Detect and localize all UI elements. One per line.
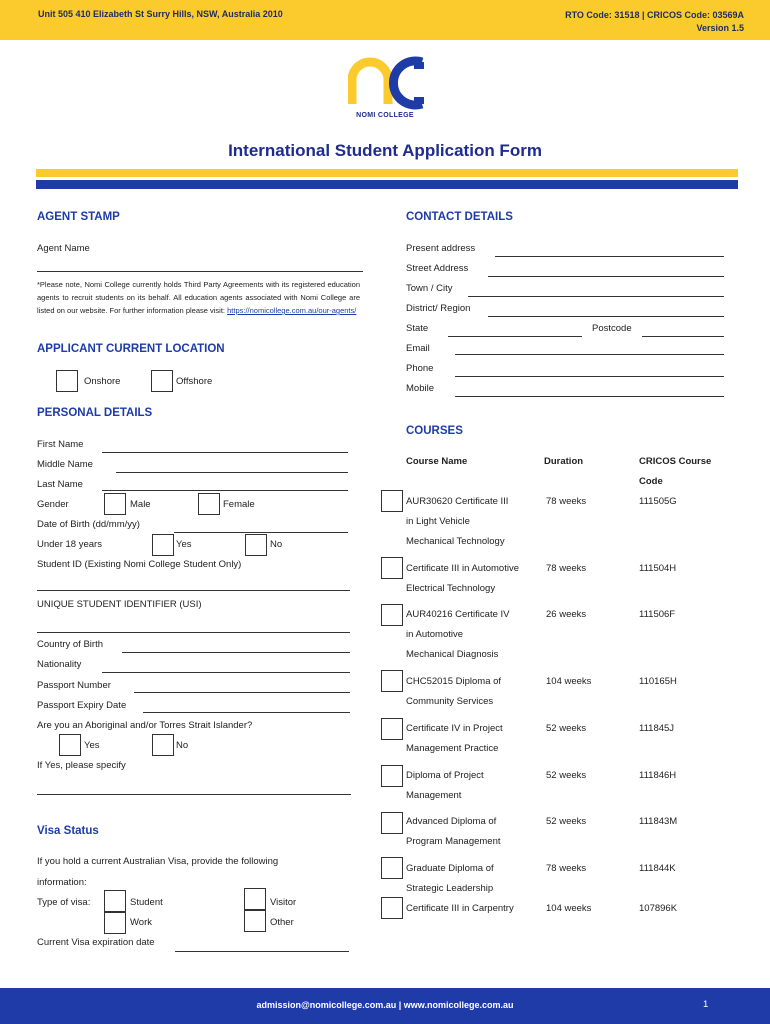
course-cricos-code: 107896K: [639, 903, 678, 914]
onshore-checkbox[interactable]: [56, 370, 78, 392]
student-id-label: Student ID (Existing Nomi College Student Only): [37, 559, 242, 570]
course-duration: 52 weeks: [546, 770, 587, 781]
last-name-label: Last Name: [37, 479, 83, 490]
visa-visitor-label: Visitor: [270, 897, 297, 908]
agent-note-text: *Please note, Nomi College currently holds Third Party Agreements with its registered education agents to recruit students on its behalf. All education agents associated with Nomi College are listed on our website. For further information please visit:: [37, 280, 360, 315]
course-name-line: Mechanical Diagnosis: [406, 649, 499, 660]
dob-field[interactable]: [174, 532, 348, 533]
course-checkbox[interactable]: [381, 812, 403, 834]
course-duration: 52 weeks: [546, 816, 587, 827]
course-cricos-code: 111506F: [639, 609, 676, 620]
under18-label: Under 18 years: [37, 539, 102, 550]
course-cricos-code: 111844K: [639, 863, 676, 874]
visa-expiry-field[interactable]: [175, 951, 349, 952]
visa-other-checkbox[interactable]: [244, 910, 266, 932]
course-name: [406, 672, 501, 712]
visa-student-checkbox[interactable]: [104, 890, 126, 912]
course-name-line: Program Management: [406, 836, 501, 847]
course-name: [406, 899, 514, 919]
form-title: International Student Application Form: [228, 141, 542, 160]
course-checkbox[interactable]: [381, 897, 403, 919]
middle-name-label: Middle Name: [37, 459, 93, 470]
passport-expiry-field[interactable]: [143, 712, 350, 713]
agent-note: [37, 278, 360, 317]
course-checkbox[interactable]: [381, 604, 403, 626]
location-heading: APPLICANT CURRENT LOCATION: [37, 343, 225, 355]
phone-label: Phone: [406, 363, 434, 374]
first-name-field[interactable]: [102, 452, 348, 453]
offshore-checkbox[interactable]: [151, 370, 173, 392]
last-name-field[interactable]: [102, 490, 348, 491]
course-duration: 26 weeks: [546, 609, 587, 620]
blue-divider: [36, 180, 738, 189]
cricos-code-header: [639, 452, 711, 492]
course-name-line: AUR40216 Certificate IV: [406, 609, 510, 620]
visa-status-heading: Visa Status: [37, 825, 99, 837]
dob-label: Date of Birth (dd/mm/yy): [37, 519, 140, 530]
country-of-birth-label: Country of Birth: [37, 639, 103, 650]
town-city-field[interactable]: [468, 296, 724, 297]
state-label: State: [406, 323, 429, 334]
course-name-line: Certificate IV in Project: [406, 723, 503, 734]
passport-number-label: Passport Number: [37, 680, 111, 691]
present-address-label: Present address: [406, 243, 476, 254]
course-checkbox[interactable]: [381, 670, 403, 692]
course-cricos-code: 111505G: [639, 496, 677, 507]
course-duration: 52 weeks: [546, 723, 587, 734]
agent-stamp-heading: AGENT STAMP: [37, 211, 120, 223]
first-name-label: First Name: [37, 439, 84, 450]
visa-intro-line2: information:: [37, 877, 87, 888]
present-address-field[interactable]: [495, 256, 724, 257]
contact-details-heading: CONTACT DETAILS: [406, 211, 513, 223]
course-cricos-code: 111846H: [639, 770, 677, 781]
course-name: [406, 812, 501, 852]
cricos-header-line1: CRICOS Course: [639, 456, 712, 467]
passport-expiry-label: Passport Expiry Date: [37, 700, 127, 711]
street-address-field[interactable]: [488, 276, 724, 277]
course-duration: 78 weeks: [546, 496, 587, 507]
nationality-field[interactable]: [102, 672, 350, 673]
course-name-line: Electrical Technology: [406, 583, 496, 594]
visa-work-label: Work: [130, 917, 152, 928]
college-address: Unit 505 410 Elizabeth St Surry Hills, NSW, Australia 2010: [38, 9, 283, 19]
middle-name-field[interactable]: [116, 472, 348, 473]
course-name-line: Mechanical Technology: [406, 536, 505, 547]
mobile-field[interactable]: [455, 396, 724, 397]
visa-type-label: Type of visa:: [37, 897, 91, 908]
visa-work-checkbox[interactable]: [104, 912, 126, 934]
if-yes-label: If Yes, please specify: [37, 760, 126, 771]
header-bar: [0, 0, 770, 40]
footer-contact: admission@nomicollege.com.au | www.nomicollege.com.au: [256, 1000, 514, 1010]
visa-visitor-checkbox[interactable]: [244, 888, 266, 910]
yellow-divider: [36, 169, 738, 177]
under18-yes-label: Yes: [176, 539, 192, 550]
if-yes-field[interactable]: [37, 794, 351, 795]
street-address-label: Street Address: [406, 263, 469, 274]
course-cricos-code: 111845J: [639, 723, 675, 734]
male-checkbox[interactable]: [104, 493, 126, 515]
course-name-line: Graduate Diploma of: [406, 863, 494, 874]
postcode-field[interactable]: [642, 336, 724, 337]
agent-name-label: Agent Name: [37, 243, 90, 254]
course-name-line: in Automotive: [406, 629, 464, 640]
course-name: [406, 559, 519, 599]
page-number: 1: [703, 999, 709, 1010]
usi-field[interactable]: [37, 632, 350, 633]
course-cricos-code: 110165H: [639, 676, 677, 687]
visa-expiry-label: Current Visa expiration date: [37, 937, 155, 948]
course-name-line: Diploma of Project: [406, 770, 484, 781]
country-of-birth-field[interactable]: [122, 652, 350, 653]
district-region-field[interactable]: [488, 316, 724, 317]
visa-intro-line1: If you hold a current Australian Visa, provide the following: [37, 856, 279, 867]
course-name-header: Course Name: [406, 456, 468, 467]
course-duration: 78 weeks: [546, 563, 587, 574]
course-name-line: Advanced Diploma of: [406, 816, 497, 827]
gender-label: Gender: [37, 499, 69, 510]
course-name: [406, 719, 503, 759]
email-field[interactable]: [455, 354, 724, 355]
visa-other-label: Other: [270, 917, 294, 928]
courses-heading: COURSES: [406, 425, 463, 437]
course-name: [406, 766, 484, 806]
course-name-line: Management Practice: [406, 743, 499, 754]
aboriginal-no-checkbox[interactable]: [152, 734, 174, 756]
form-version: Version 1.5: [696, 23, 744, 33]
female-checkbox[interactable]: [198, 493, 220, 515]
course-name-line: Strategic Leadership: [406, 883, 494, 894]
postcode-label: Postcode: [592, 323, 632, 334]
under18-no-checkbox[interactable]: [245, 534, 267, 556]
aboriginal-label: Are you an Aboriginal and/or Torres Strait Islander?: [37, 720, 253, 731]
course-checkbox[interactable]: [381, 718, 403, 740]
course-cricos-code: 111843M: [639, 816, 678, 827]
course-checkbox[interactable]: [381, 490, 403, 512]
course-name-line: Community Services: [406, 696, 494, 707]
course-name: [406, 492, 508, 552]
aboriginal-yes-label: Yes: [84, 740, 100, 751]
district-region-label: District/ Region: [406, 303, 471, 314]
rto-info: [565, 9, 744, 35]
onshore-label: Onshore: [84, 376, 121, 387]
course-name-line: Certificate III in Carpentry: [406, 903, 514, 914]
course-checkbox[interactable]: [381, 557, 403, 579]
student-id-field[interactable]: [37, 590, 350, 591]
town-city-label: Town / City: [406, 283, 453, 294]
agent-list-link[interactable]: https://nomicollege.com.au/our-agents/: [227, 306, 357, 315]
course-name-line: Certificate III in Automotive: [406, 563, 519, 574]
aboriginal-no-label: No: [176, 740, 189, 751]
state-field[interactable]: [448, 336, 582, 337]
course-cricos-code: 111504H: [639, 563, 677, 574]
mobile-label: Mobile: [406, 383, 434, 394]
footer-bar: [0, 988, 770, 1024]
phone-field[interactable]: [455, 376, 724, 377]
nationality-label: Nationality: [37, 659, 82, 670]
offshore-label: Offshore: [176, 376, 213, 387]
personal-details-heading: PERSONAL DETAILS: [37, 407, 153, 419]
course-name: [406, 859, 494, 899]
cricos-header-line2: Code: [639, 476, 663, 487]
course-name: [406, 605, 510, 665]
course-name-line: in Light Vehicle: [406, 516, 470, 527]
female-label: Female: [223, 499, 255, 510]
course-name-line: Management: [406, 790, 462, 801]
under18-yes-checkbox[interactable]: [152, 534, 174, 556]
agent-stamp-line[interactable]: [37, 271, 363, 272]
duration-header: Duration: [544, 456, 584, 467]
email-label: Email: [406, 343, 430, 354]
course-duration: 78 weeks: [546, 863, 587, 874]
logo-text: NOMI COLLEGE: [356, 112, 414, 119]
aboriginal-yes-checkbox[interactable]: [59, 734, 81, 756]
course-duration: 104 weeks: [546, 903, 592, 914]
course-name-line: CHC52015 Diploma of: [406, 676, 502, 687]
course-name-line: AUR30620 Certificate III: [406, 496, 509, 507]
male-label: Male: [130, 499, 151, 510]
course-checkbox[interactable]: [381, 857, 403, 879]
course-checkbox[interactable]: [381, 765, 403, 787]
under18-no-label: No: [270, 539, 283, 550]
visa-student-label: Student: [130, 897, 163, 908]
rto-codes: RTO Code: 31518 | CRICOS Code: 03569A: [565, 10, 744, 20]
course-duration: 104 weeks: [546, 676, 592, 687]
usi-label: UNIQUE STUDENT IDENTIFIER (USI): [37, 599, 202, 610]
passport-number-field[interactable]: [134, 692, 350, 693]
